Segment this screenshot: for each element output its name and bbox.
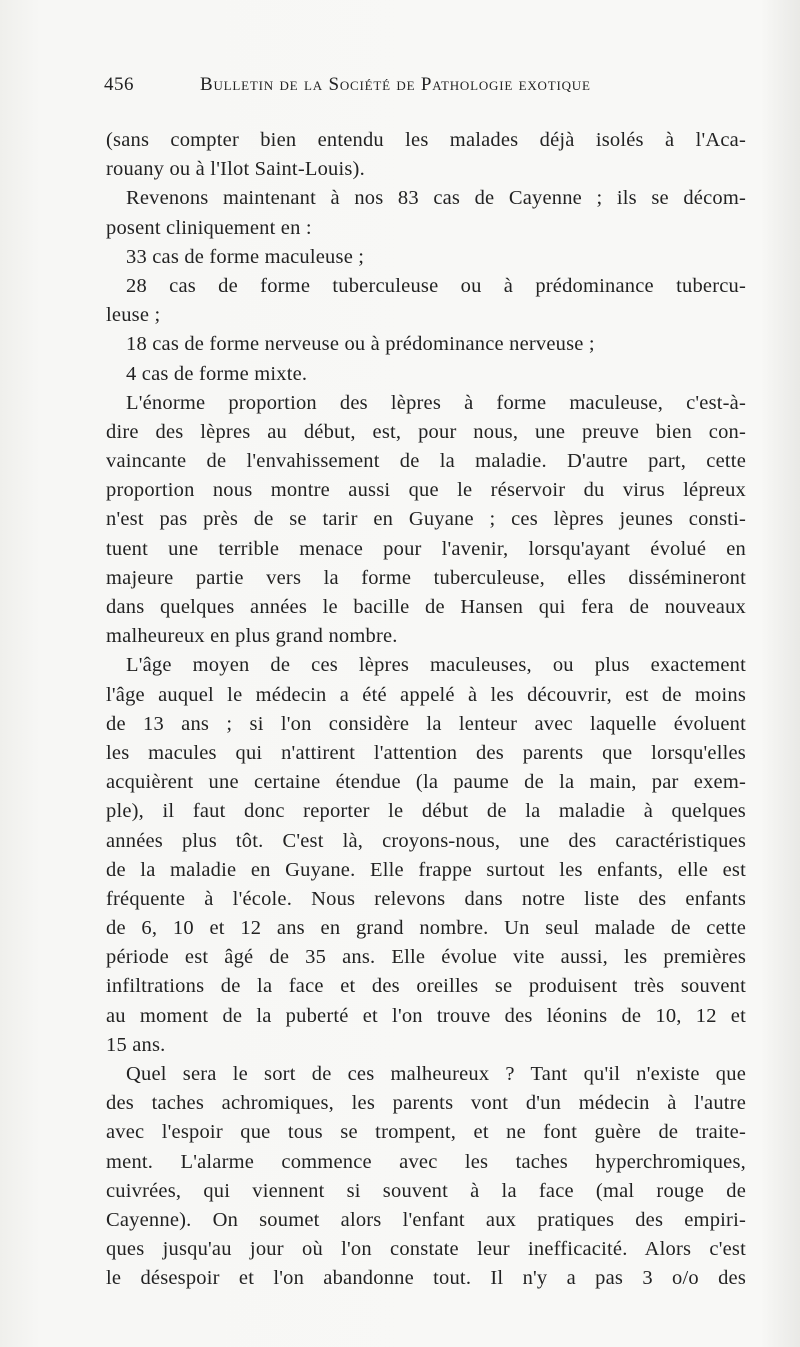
text-line: des taches achromiques, les parents vont d'un médecin à l'autre: [106, 1092, 746, 1115]
text-line: acquièrent une certaine étendue (la paume de la main, par exem-: [106, 771, 746, 794]
text-line: années plus tôt. C'est là, croyons-nous, une des caractéristiques: [106, 829, 746, 852]
text-line: n'est pas près de se tarir en Guyane ; ces lèpres jeunes consti-: [106, 508, 746, 531]
text-line: posent cliniquement en :: [106, 216, 312, 239]
text-line: 18 cas de forme nerveuse ou à prédominance nerveuse ;: [126, 333, 595, 356]
text-line: Quel sera le sort de ces malheureux ? Tant qu'il n'existe que: [126, 1063, 746, 1085]
text-line: majeure partie vers la forme tuberculeuse, elles dissémineront: [106, 566, 746, 589]
text-line: le désespoir et l'on abandonne tout. Il n'y a pas 3 o/o des: [106, 1267, 746, 1290]
text-line: au moment de la puberté et l'on trouve des léonins de 10, 12 et: [106, 1004, 746, 1027]
text-line: ques jusqu'au jour où l'on constate leur inefficacité. Alors c'est: [106, 1238, 746, 1261]
text-line: vaincante de l'envahissement de la maladie. D'autre part, cette: [106, 450, 746, 473]
text-line: cuivrées, qui viennent si souvent à la face (mal rouge de: [106, 1179, 746, 1202]
text-line: dire des lèpres au début, est, pour nous, une preuve bien con-: [106, 420, 746, 443]
text-line: ple), il faut donc reporter le début de la maladie à quelques: [106, 800, 746, 823]
text-line: Revenons maintenant à nos 83 cas de Cayenne ; ils se décom-: [126, 187, 746, 210]
text-line: L'âge moyen de ces lèpres maculeuses, ou plus exactement: [126, 654, 746, 677]
page-number: 456: [104, 74, 134, 95]
text-line: 33 cas de forme maculeuse ;: [126, 245, 365, 268]
running-title: Bulletin de la Société de Pathologie exotique: [200, 74, 591, 95]
text-line: dans quelques années le bacille de Hansen qui fera de nouveaux: [106, 596, 746, 618]
text-line: proportion nous montre aussi que le réservoir du virus lépreux: [106, 479, 746, 502]
text-line: période est âgé de 35 ans. Elle évolue vite aussi, les premières: [106, 946, 746, 969]
text-line: de la maladie en Guyane. Elle frappe surtout les enfants, elle est: [106, 858, 746, 881]
text-line: 15 ans.: [106, 1033, 166, 1056]
text-line: leuse ;: [106, 304, 161, 327]
text-line: ment. L'alarme commence avec les taches hyperchromiques,: [106, 1150, 746, 1173]
page-header: [104, 74, 754, 104]
text-line: 4 cas de forme mixte.: [126, 362, 308, 385]
text-line: fréquente à l'école. Nous relevons dans notre liste des enfants: [106, 887, 746, 910]
text-line: malheureux en plus grand nombre.: [106, 625, 398, 648]
text-line: avec l'espoir que tous se trompent, et ne font guère de traite-: [106, 1121, 746, 1144]
text-line: rouany ou à l'Ilot Saint-Louis).: [106, 158, 365, 181]
body-text: [106, 126, 746, 1294]
text-line: tuent une terrible menace pour l'avenir, lorsqu'ayant évolué en: [106, 537, 746, 560]
text-line: (sans compter bien entendu les malades déjà isolés à l'Aca-: [106, 129, 746, 151]
text-line: de 13 ans ; si l'on considère la lenteur avec laquelle évoluent: [106, 712, 746, 735]
text-line: 28 cas de forme tuberculeuse ou à prédominance tubercu-: [126, 274, 746, 297]
text-line: infiltrations de la face et des oreilles se produisent très souvent: [106, 975, 746, 998]
text-line: Cayenne). On soumet alors l'enfant aux pratiques des empiri-: [106, 1208, 746, 1231]
text-line: les macules qui n'attirent l'attention des parents que lorsqu'elles: [106, 741, 746, 764]
text-line: L'énorme proportion des lèpres à forme maculeuse, c'est-à-: [126, 391, 746, 414]
text-line: l'âge auquel le médecin a été appelé à les découvrir, est de moins: [106, 683, 746, 706]
text-line: de 6, 10 et 12 ans en grand nombre. Un seul malade de cette: [106, 917, 746, 940]
